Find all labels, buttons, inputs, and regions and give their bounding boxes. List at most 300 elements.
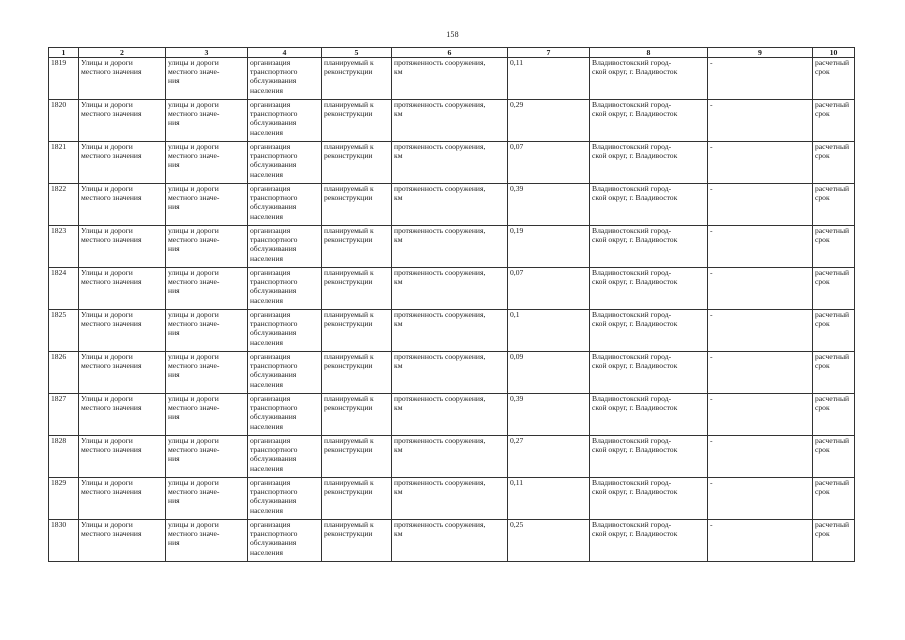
cell-text: 0,39 [510, 394, 524, 403]
cell-text-line: обслуживания [250, 160, 297, 170]
purpose-cell [248, 520, 322, 562]
cell-text-line: улицы и дороги [168, 436, 219, 445]
cell-text-line: местного значе- [168, 235, 220, 245]
cell-text: - [710, 394, 713, 403]
status-cell [322, 142, 392, 184]
term-cell [813, 520, 855, 562]
table-row [49, 226, 855, 268]
term-cell [813, 184, 855, 226]
cell-text: 0,27 [510, 436, 524, 445]
object-type-cell [79, 226, 166, 268]
table-row [49, 100, 855, 142]
cell-text-line: расчетный [815, 436, 850, 445]
cell-text-line: обслуживания [250, 76, 297, 86]
cell-text-line: Улицы и дороги [81, 352, 133, 361]
characteristic-cell [392, 268, 508, 310]
cell-text-line: организация [250, 100, 291, 109]
cell-text: - [710, 352, 713, 361]
cell-text-line: ния [168, 412, 180, 422]
value-cell [508, 142, 590, 184]
cell-text-line: Улицы и дороги [81, 184, 133, 193]
cell-text-line: организация [250, 142, 291, 151]
cell-text-line: протяженность сооружения, [394, 520, 486, 529]
cell-text-line: планируемый к [324, 352, 374, 361]
cell-text-line: протяженность сооружения, [394, 478, 486, 487]
cell-text-line: местного значения [81, 109, 142, 119]
cell-text: 1819 [51, 58, 67, 67]
cell-text-line: срок [815, 193, 830, 203]
table-body [49, 58, 855, 562]
cell-text-line: км [394, 361, 403, 371]
row-number-cell [49, 352, 79, 394]
cell-text-line: организация [250, 226, 291, 235]
table-row [49, 520, 855, 562]
location-cell [590, 268, 708, 310]
cell-text-line: местного значения [81, 403, 142, 413]
location-cell [590, 310, 708, 352]
cell-text: 1829 [51, 478, 67, 487]
value-cell [508, 520, 590, 562]
cell-text-line: срок [815, 361, 830, 371]
cell-text-line: планируемый к [324, 58, 374, 67]
cell-text-line: организация [250, 520, 291, 529]
cell-text-line: срок [815, 319, 830, 329]
status-cell [322, 478, 392, 520]
characteristic-cell [392, 184, 508, 226]
cell-text-line: ния [168, 118, 180, 128]
cell-text: - [710, 268, 713, 277]
value-cell [508, 58, 590, 100]
cell-text-line: улицы и дороги [168, 142, 219, 151]
cell-text-line: местного значе- [168, 67, 220, 77]
cell-text-line: транспортного [250, 487, 298, 497]
cell-text-line: транспортного [250, 109, 298, 119]
zone-cell [708, 226, 813, 268]
object-kind-cell [166, 352, 248, 394]
term-cell [813, 352, 855, 394]
location-cell [590, 58, 708, 100]
cell-text-line: реконструкции [324, 361, 373, 371]
characteristic-cell [392, 226, 508, 268]
status-cell [322, 352, 392, 394]
table-row [49, 268, 855, 310]
characteristic-cell [392, 352, 508, 394]
cell-text-line: протяженность сооружения, [394, 436, 486, 445]
cell-text: - [710, 226, 713, 235]
cell-text-line: реконструкции [324, 487, 373, 497]
object-type-cell [79, 310, 166, 352]
cell-text-line: Улицы и дороги [81, 436, 133, 445]
object-type-cell [79, 184, 166, 226]
value-cell [508, 310, 590, 352]
term-cell [813, 142, 855, 184]
zone-cell [708, 352, 813, 394]
object-kind-cell [166, 100, 248, 142]
cell-text-line: транспортного [250, 277, 298, 287]
cell-text: 1824 [51, 268, 67, 277]
status-cell [322, 184, 392, 226]
cell-text-line: транспортного [250, 151, 298, 161]
cell-text-line: местного значения [81, 277, 142, 287]
cell-text: 1823 [51, 226, 67, 235]
value-cell [508, 436, 590, 478]
cell-text-line: расчетный [815, 478, 850, 487]
cell-text-line: улицы и дороги [168, 184, 219, 193]
cell-text-line: ния [168, 538, 180, 548]
object-type-cell [79, 100, 166, 142]
cell-text: 0,1 [510, 310, 520, 319]
cell-text-line: расчетный [815, 58, 850, 67]
cell-text-line: ской округ, г. Владивосток [592, 319, 678, 329]
term-cell [813, 58, 855, 100]
cell-text-line: населения [250, 421, 284, 431]
cell-text-line: населения [250, 547, 284, 557]
cell-text-line: расчетный [815, 268, 850, 277]
table-row [49, 352, 855, 394]
cell-text-line: населения [250, 211, 284, 221]
object-kind-cell [166, 310, 248, 352]
characteristic-cell [392, 310, 508, 352]
cell-text-line: ния [168, 160, 180, 170]
cell-text-line: местного значе- [168, 529, 220, 539]
table-row [49, 142, 855, 184]
characteristic-cell [392, 100, 508, 142]
cell-text-line: местного значения [81, 529, 142, 539]
cell-text-line: местного значе- [168, 319, 220, 329]
object-kind-cell [166, 394, 248, 436]
cell-text-line: ской округ, г. Владивосток [592, 151, 678, 161]
cell-text-line: населения [250, 337, 284, 347]
cell-text-line: планируемый к [324, 184, 374, 193]
cell-text-line: Улицы и дороги [81, 310, 133, 319]
cell-text-line: ния [168, 202, 180, 212]
cell-text: 1821 [51, 142, 67, 151]
table-row [49, 58, 855, 100]
cell-text-line: населения [250, 463, 284, 473]
cell-text-line: организация [250, 352, 291, 361]
cell-text-line: местного значения [81, 319, 142, 329]
row-number-cell [49, 142, 79, 184]
cell-text-line: протяженность сооружения, [394, 226, 486, 235]
cell-text-line: улицы и дороги [168, 226, 219, 235]
term-cell [813, 394, 855, 436]
cell-text-line: реконструкции [324, 277, 373, 287]
cell-text-line: ния [168, 454, 180, 464]
value-cell [508, 184, 590, 226]
object-kind-cell [166, 226, 248, 268]
cell-text: - [710, 310, 713, 319]
cell-text: 0,29 [510, 100, 524, 109]
cell-text: 0,11 [510, 478, 524, 487]
cell-text-line: организация [250, 394, 291, 403]
cell-text-line: местного значения [81, 67, 142, 77]
cell-text: 0,07 [510, 142, 524, 151]
zone-cell [708, 520, 813, 562]
cell-text-line: планируемый к [324, 226, 374, 235]
cell-text-line: км [394, 235, 403, 245]
cell-text: - [710, 184, 713, 193]
cell-text-line: транспортного [250, 235, 298, 245]
table-row [49, 436, 855, 478]
cell-text-line: срок [815, 67, 830, 77]
cell-text-line: транспортного [250, 193, 298, 203]
object-type-cell [79, 142, 166, 184]
cell-text-line: ской округ, г. Владивосток [592, 445, 678, 455]
purpose-cell [248, 478, 322, 520]
cell-text: - [710, 58, 713, 67]
cell-text-line: км [394, 193, 403, 203]
cell-text-line: планируемый к [324, 436, 374, 445]
col-header: 6 [392, 48, 508, 58]
location-cell [590, 226, 708, 268]
cell-text-line: срок [815, 403, 830, 413]
cell-text-line: обслуживания [250, 370, 297, 380]
cell-text-line: улицы и дороги [168, 478, 219, 487]
cell-text-line: реконструкции [324, 529, 373, 539]
object-kind-cell [166, 520, 248, 562]
cell-text-line: ской округ, г. Владивосток [592, 403, 678, 413]
cell-text-line: местного значе- [168, 277, 220, 287]
cell-text-line: организация [250, 58, 291, 67]
cell-text-line: обслуживания [250, 328, 297, 338]
term-cell [813, 100, 855, 142]
cell-text-line: улицы и дороги [168, 352, 219, 361]
value-cell [508, 394, 590, 436]
location-cell [590, 478, 708, 520]
col-header: 10 [813, 48, 855, 58]
header-row [49, 48, 855, 58]
zone-cell [708, 394, 813, 436]
cell-text: - [710, 436, 713, 445]
cell-text-line: местного значе- [168, 151, 220, 161]
cell-text-line: транспортного [250, 445, 298, 455]
cell-text-line: местного значения [81, 193, 142, 203]
purpose-cell [248, 310, 322, 352]
object-type-cell [79, 520, 166, 562]
location-cell [590, 436, 708, 478]
cell-text-line: Владивостокский город- [592, 478, 672, 487]
cell-text-line: улицы и дороги [168, 394, 219, 403]
cell-text-line: местного значе- [168, 403, 220, 413]
row-number-cell [49, 478, 79, 520]
cell-text-line: организация [250, 436, 291, 445]
term-cell [813, 436, 855, 478]
cell-text-line: ния [168, 286, 180, 296]
cell-text-line: улицы и дороги [168, 268, 219, 277]
cell-text-line: срок [815, 235, 830, 245]
cell-text-line: протяженность сооружения, [394, 268, 486, 277]
zone-cell [708, 58, 813, 100]
cell-text-line: протяженность сооружения, [394, 394, 486, 403]
cell-text-line: Владивостокский город- [592, 58, 672, 67]
cell-text-line: км [394, 319, 403, 329]
cell-text-line: ской округ, г. Владивосток [592, 529, 678, 539]
cell-text-line: ния [168, 244, 180, 254]
data-table [48, 47, 855, 562]
cell-text-line: улицы и дороги [168, 100, 219, 109]
cell-text: - [710, 520, 713, 529]
location-cell [590, 520, 708, 562]
cell-text-line: Владивостокский город- [592, 184, 672, 193]
cell-text-line: планируемый к [324, 100, 374, 109]
cell-text-line: местного значения [81, 151, 142, 161]
page-number: 158 [446, 30, 459, 39]
cell-text-line: транспортного [250, 361, 298, 371]
location-cell [590, 352, 708, 394]
cell-text-line: протяженность сооружения, [394, 310, 486, 319]
cell-text-line: Улицы и дороги [81, 394, 133, 403]
cell-text: 1827 [51, 394, 67, 403]
cell-text: - [710, 142, 713, 151]
cell-text-line: обслуживания [250, 202, 297, 212]
cell-text: 0,07 [510, 268, 524, 277]
cell-text-line: организация [250, 310, 291, 319]
cell-text: 0,11 [510, 58, 524, 67]
object-type-cell [79, 478, 166, 520]
cell-text-line: протяженность сооружения, [394, 100, 486, 109]
status-cell [322, 394, 392, 436]
cell-text-line: расчетный [815, 100, 850, 109]
cell-text-line: км [394, 403, 403, 413]
characteristic-cell [392, 436, 508, 478]
cell-text-line: реконструкции [324, 151, 373, 161]
cell-text-line: Владивостокский город- [592, 352, 672, 361]
value-cell [508, 268, 590, 310]
zone-cell [708, 268, 813, 310]
cell-text-line: планируемый к [324, 268, 374, 277]
cell-text-line: км [394, 529, 403, 539]
cell-text-line: населения [250, 379, 284, 389]
row-number-cell [49, 394, 79, 436]
cell-text-line: Улицы и дороги [81, 142, 133, 151]
purpose-cell [248, 100, 322, 142]
value-cell [508, 352, 590, 394]
cell-text-line: обслуживания [250, 454, 297, 464]
object-kind-cell [166, 268, 248, 310]
table-row [49, 394, 855, 436]
cell-text-line: Улицы и дороги [81, 268, 133, 277]
col-header: 8 [590, 48, 708, 58]
cell-text-line: реконструкции [324, 445, 373, 455]
zone-cell [708, 310, 813, 352]
status-cell [322, 58, 392, 100]
purpose-cell [248, 268, 322, 310]
cell-text-line: реконструкции [324, 67, 373, 77]
cell-text: 0,39 [510, 184, 524, 193]
cell-text-line: организация [250, 184, 291, 193]
zone-cell [708, 100, 813, 142]
cell-text-line: организация [250, 478, 291, 487]
cell-text-line: местного значе- [168, 487, 220, 497]
cell-text-line: транспортного [250, 529, 298, 539]
term-cell [813, 226, 855, 268]
purpose-cell [248, 394, 322, 436]
purpose-cell [248, 58, 322, 100]
table-row [49, 478, 855, 520]
cell-text-line: расчетный [815, 142, 850, 151]
cell-text-line: Улицы и дороги [81, 226, 133, 235]
characteristic-cell [392, 394, 508, 436]
cell-text: 1825 [51, 310, 67, 319]
cell-text-line: Улицы и дороги [81, 478, 133, 487]
object-kind-cell [166, 58, 248, 100]
cell-text: 0,25 [510, 520, 524, 529]
cell-text-line: Владивостокский город- [592, 394, 672, 403]
cell-text-line: Владивостокский город- [592, 226, 672, 235]
cell-text-line: обслуживания [250, 538, 297, 548]
cell-text-line: Владивостокский город- [592, 268, 672, 277]
col-header: 3 [166, 48, 248, 58]
cell-text-line: планируемый к [324, 394, 374, 403]
col-header: 4 [248, 48, 322, 58]
cell-text: 1826 [51, 352, 67, 361]
cell-text: 0,19 [510, 226, 524, 235]
cell-text: 1822 [51, 184, 67, 193]
cell-text-line: Владивостокский город- [592, 142, 672, 151]
status-cell [322, 310, 392, 352]
cell-text-line: км [394, 487, 403, 497]
cell-text-line: обслуживания [250, 244, 297, 254]
status-cell [322, 520, 392, 562]
cell-text-line: ской округ, г. Владивосток [592, 67, 678, 77]
cell-text-line: реконструкции [324, 109, 373, 119]
cell-text-line: протяженность сооружения, [394, 142, 486, 151]
cell-text-line: планируемый к [324, 520, 374, 529]
table-row [49, 310, 855, 352]
cell-text-line: местного значения [81, 361, 142, 371]
cell-text-line: местного значения [81, 445, 142, 455]
col-header: 7 [508, 48, 590, 58]
term-cell [813, 310, 855, 352]
characteristic-cell [392, 520, 508, 562]
characteristic-cell [392, 58, 508, 100]
zone-cell [708, 436, 813, 478]
cell-text-line: ской округ, г. Владивосток [592, 193, 678, 203]
cell-text-line: населения [250, 295, 284, 305]
row-number-cell [49, 226, 79, 268]
col-header: 9 [708, 48, 813, 58]
row-number-cell [49, 520, 79, 562]
row-number-cell [49, 184, 79, 226]
cell-text-line: ской округ, г. Владивосток [592, 361, 678, 371]
cell-text-line: км [394, 151, 403, 161]
cell-text-line: населения [250, 253, 284, 263]
cell-text: 1830 [51, 520, 67, 529]
object-type-cell [79, 268, 166, 310]
cell-text-line: Улицы и дороги [81, 100, 133, 109]
cell-text-line: транспортного [250, 403, 298, 413]
cell-text-line: ской округ, г. Владивосток [592, 109, 678, 119]
cell-text-line: реконструкции [324, 319, 373, 329]
purpose-cell [248, 142, 322, 184]
row-number-cell [49, 268, 79, 310]
cell-text-line: км [394, 445, 403, 455]
cell-text-line: местного значения [81, 487, 142, 497]
purpose-cell [248, 436, 322, 478]
object-type-cell [79, 436, 166, 478]
cell-text: 1820 [51, 100, 67, 109]
object-kind-cell [166, 478, 248, 520]
cell-text-line: ской округ, г. Владивосток [592, 277, 678, 287]
cell-text-line: реконструкции [324, 403, 373, 413]
zone-cell [708, 142, 813, 184]
cell-text-line: местного значе- [168, 109, 220, 119]
purpose-cell [248, 352, 322, 394]
cell-text-line: срок [815, 445, 830, 455]
cell-text-line: местного значе- [168, 361, 220, 371]
row-number-cell [49, 436, 79, 478]
location-cell [590, 100, 708, 142]
